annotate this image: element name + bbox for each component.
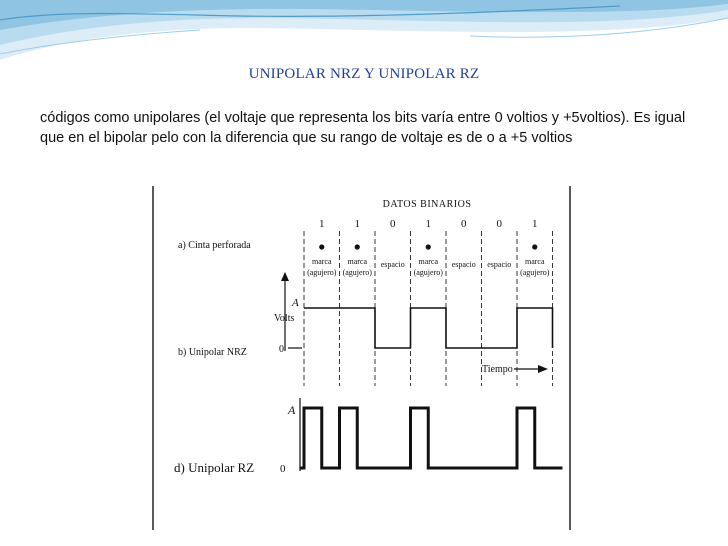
- bit-label: 1: [425, 218, 431, 230]
- bit-labels: [319, 218, 538, 230]
- nrz-axis-a: A: [292, 297, 299, 309]
- rz-axis-a: A: [288, 403, 296, 417]
- tape-cell-sublabel: (agujero): [342, 268, 372, 277]
- row-d-label: d) Unipolar RZ: [174, 460, 255, 475]
- nrz-waveform: [304, 308, 553, 348]
- row-a-label: a) Cinta perforada: [178, 240, 251, 251]
- punch-hole-dot: [532, 244, 537, 249]
- rz-waveform: [300, 408, 563, 468]
- bit-label: 1: [319, 218, 325, 230]
- tape-cell-label: espacio: [487, 260, 512, 269]
- bit-label: 1: [354, 218, 360, 230]
- signal-figure: [152, 186, 572, 530]
- punch-hole-dot: [426, 244, 431, 249]
- tape-cell-sublabel: (agujero): [520, 268, 550, 277]
- tape-cell-sublabel: (agujero): [307, 268, 337, 277]
- tape-cell-label: espacio: [451, 260, 476, 269]
- punch-hole-dot: [355, 244, 360, 249]
- row-b-label: b) Unipolar NRZ: [178, 347, 247, 358]
- bit-label: 0: [461, 218, 467, 230]
- slide-title: UNIPOLAR NRZ Y UNIPOLAR RZ: [248, 66, 480, 82]
- bit-label: 1: [532, 218, 538, 230]
- nrz-axis-arrow: [281, 272, 289, 281]
- tape-cell-label: marca: [347, 257, 368, 266]
- rz-axis-zero: 0: [280, 463, 286, 475]
- encoding-diagram: [152, 186, 572, 530]
- tape-cell-label: marca: [311, 257, 332, 266]
- nrz-axis-zero: 0: [279, 344, 284, 355]
- slide-paragraph: códigos como unipolares (el voltaje que representa los bits varía entre 0 voltios y +5voltios). Es igual que en el bipolar pelo con la diferencia que su rango de voltaje es de o a +5 voltios: [40, 110, 686, 146]
- time-label: Tiempo: [482, 364, 513, 375]
- nrz-axis-volts: Volts: [274, 313, 295, 324]
- tape-cell-label: marca: [524, 257, 545, 266]
- tape-cell-sublabel: (agujero): [413, 268, 443, 277]
- datos-binarios-heading: DATOS BINARIOS: [382, 199, 472, 210]
- punch-hole-dot: [319, 244, 324, 249]
- tape-cell-label: marca: [418, 257, 439, 266]
- bit-label: 0: [390, 218, 396, 230]
- tape-cell-label: espacio: [380, 260, 405, 269]
- bit-label: 0: [496, 218, 502, 230]
- tape-cells: [307, 244, 550, 277]
